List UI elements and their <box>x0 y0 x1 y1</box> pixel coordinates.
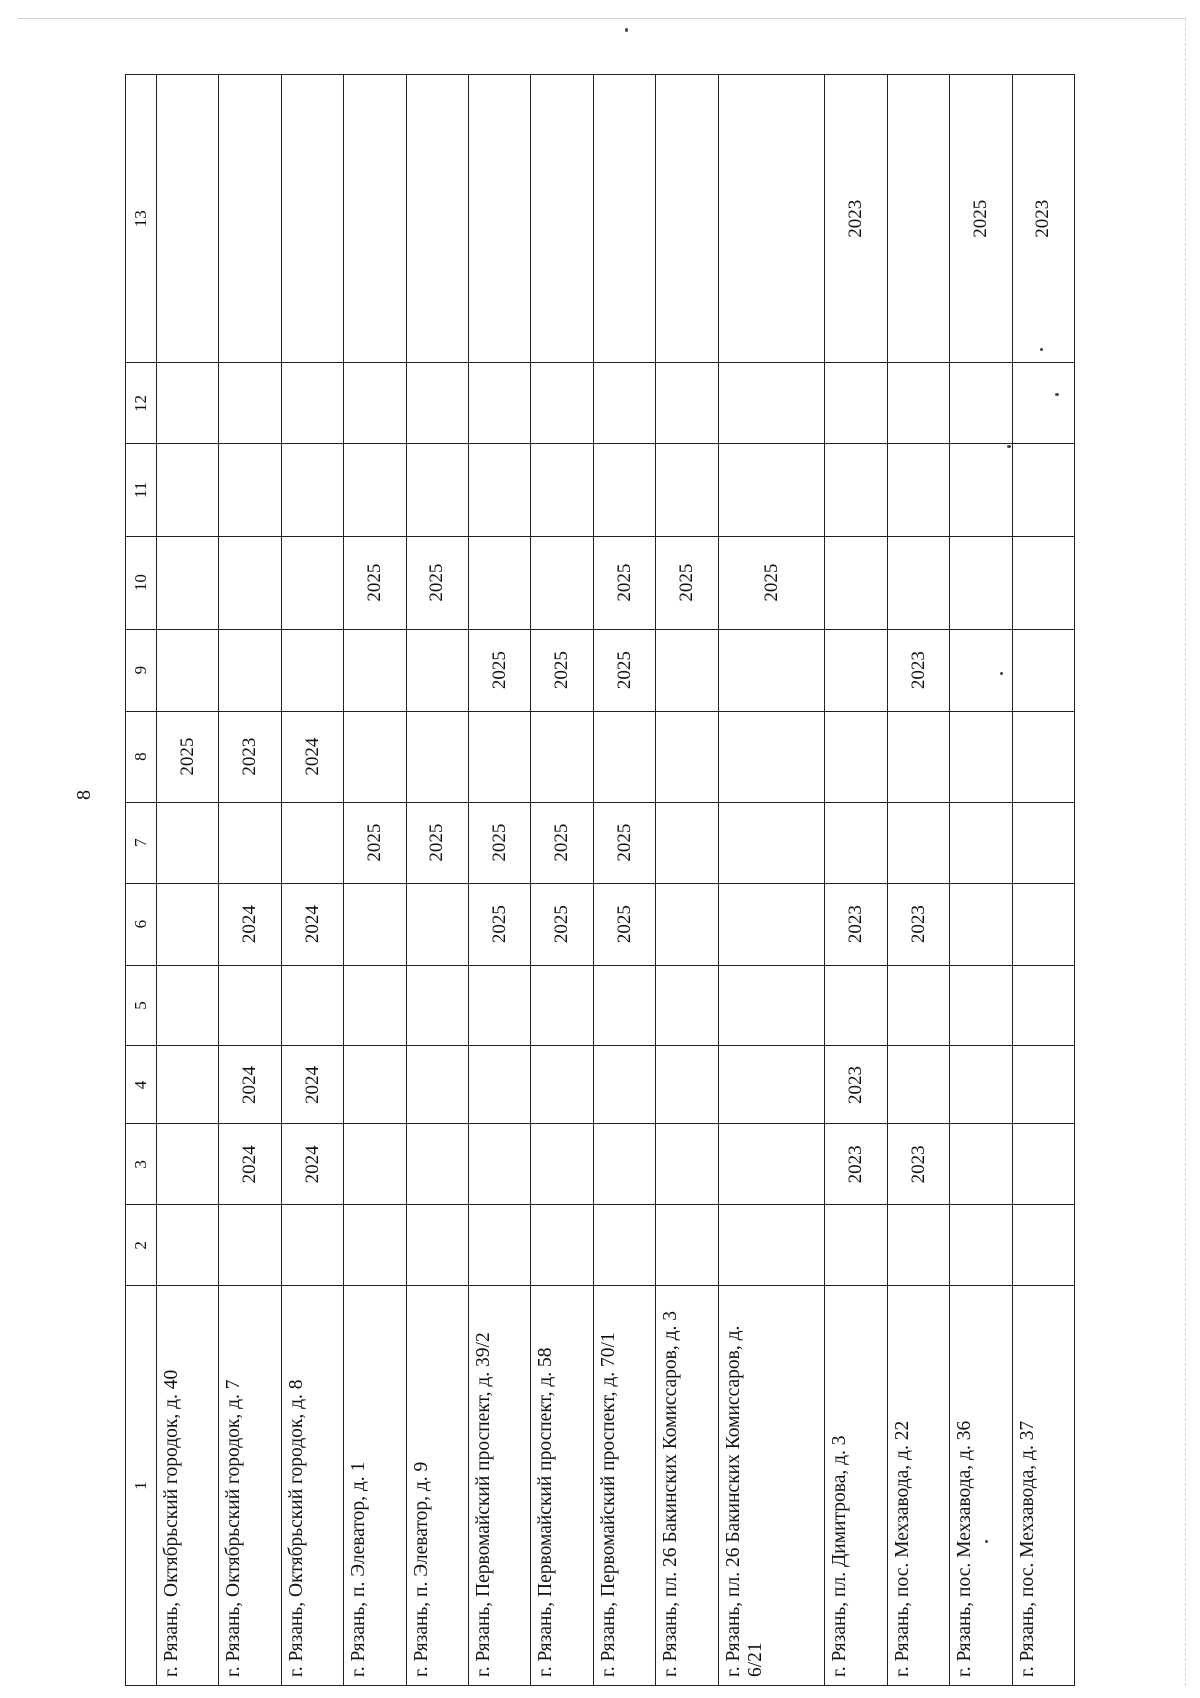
year-cell: 2023 <box>1012 75 1074 363</box>
year-cell <box>219 965 281 1046</box>
year-cell <box>406 75 468 363</box>
column-number-cell: 10 <box>126 536 157 629</box>
year-cell: 2024 <box>281 711 343 802</box>
year-cell: 2023 <box>887 1124 949 1205</box>
column-number-cell: 1 <box>126 1286 157 1686</box>
year-cell <box>718 1124 825 1205</box>
year-cell <box>468 1046 530 1124</box>
year-cell <box>219 75 281 363</box>
year-cell <box>656 802 718 883</box>
column-number-cell: 2 <box>126 1205 157 1286</box>
year-cell <box>718 444 825 536</box>
address-cell: г. Рязань, п. Элеватор, д. 1 <box>344 1286 406 1686</box>
table-row <box>887 75 949 1686</box>
year-cell <box>593 1205 655 1286</box>
year-cell: 2023 <box>825 75 887 363</box>
year-cell <box>718 363 825 444</box>
year-cell: 2025 <box>468 883 530 965</box>
year-cell <box>887 536 949 629</box>
year-cell: 2024 <box>281 883 343 965</box>
year-cell: 2025 <box>531 802 593 883</box>
year-cell <box>950 363 1012 444</box>
year-cell <box>406 883 468 965</box>
scan-speck <box>625 28 628 32</box>
year-cell: 2024 <box>219 1124 281 1205</box>
year-cell: 2025 <box>468 629 530 711</box>
year-cell <box>531 1124 593 1205</box>
column-number-cell: 13 <box>126 75 157 363</box>
year-cell <box>825 802 887 883</box>
address-cell: г. Рязань, пос. Мехзавода, д. 22 <box>887 1286 949 1686</box>
year-cell: 2025 <box>468 802 530 883</box>
year-cell <box>531 363 593 444</box>
year-cell <box>825 965 887 1046</box>
schedule-table-container <box>125 74 1075 1686</box>
year-cell <box>887 1046 949 1124</box>
year-cell <box>950 1205 1012 1286</box>
address-cell: г. Рязань, Первомайский проспект, д. 39/2 <box>468 1286 530 1686</box>
year-cell <box>406 711 468 802</box>
year-cell: 2025 <box>593 536 655 629</box>
year-cell <box>1012 363 1074 444</box>
year-cell <box>344 363 406 444</box>
year-cell <box>281 965 343 1046</box>
year-cell <box>157 802 219 883</box>
year-cell <box>1012 802 1074 883</box>
year-cell <box>157 629 219 711</box>
address-cell: г. Рязань, Октябрьский городок, д. 8 <box>281 1286 343 1686</box>
table-row <box>468 75 530 1686</box>
year-cell <box>406 1124 468 1205</box>
year-cell: 2025 <box>950 75 1012 363</box>
year-cell <box>219 802 281 883</box>
year-cell <box>157 1205 219 1286</box>
year-cell <box>344 1124 406 1205</box>
year-cell: 2025 <box>593 802 655 883</box>
column-number-cell: 6 <box>126 883 157 965</box>
year-cell <box>656 363 718 444</box>
year-cell <box>1012 629 1074 711</box>
year-cell: 2025 <box>593 629 655 711</box>
table-row <box>406 75 468 1686</box>
year-cell <box>887 965 949 1046</box>
table-row <box>656 75 718 1686</box>
year-cell <box>406 363 468 444</box>
year-cell <box>887 711 949 802</box>
year-cell <box>531 536 593 629</box>
table-row <box>718 75 825 1686</box>
year-cell: 2025 <box>344 802 406 883</box>
year-cell <box>950 965 1012 1046</box>
column-number-cell: 4 <box>126 1046 157 1124</box>
year-cell <box>468 444 530 536</box>
year-cell <box>531 444 593 536</box>
column-number-cell: 8 <box>126 711 157 802</box>
year-cell <box>825 536 887 629</box>
year-cell <box>344 629 406 711</box>
year-cell <box>718 1205 825 1286</box>
year-cell <box>825 363 887 444</box>
year-cell <box>718 75 825 363</box>
year-cell <box>219 1205 281 1286</box>
table-row <box>219 75 281 1686</box>
year-cell <box>656 883 718 965</box>
year-cell <box>718 883 825 965</box>
year-cell <box>531 965 593 1046</box>
year-cell <box>344 1205 406 1286</box>
year-cell <box>593 1124 655 1205</box>
year-cell <box>468 1205 530 1286</box>
column-number-cell: 12 <box>126 363 157 444</box>
year-cell <box>344 883 406 965</box>
address-cell: г. Рязань, пос. Мехзавода, д. 37 <box>1012 1286 1074 1686</box>
year-cell <box>468 711 530 802</box>
address-cell: г. Рязань, п. Элеватор, д. 9 <box>406 1286 468 1686</box>
year-cell <box>887 444 949 536</box>
year-cell <box>718 711 825 802</box>
year-cell <box>531 711 593 802</box>
address-cell: г. Рязань, пл. 26 Бакинских Комиссаров, д. 6/21 <box>718 1286 825 1686</box>
year-cell <box>219 363 281 444</box>
year-cell <box>281 802 343 883</box>
address-cell: г. Рязань, Октябрьский городок, д. 40 <box>157 1286 219 1686</box>
year-cell <box>344 965 406 1046</box>
year-cell <box>468 536 530 629</box>
year-cell <box>1012 536 1074 629</box>
year-cell: 2025 <box>406 802 468 883</box>
year-cell <box>531 1046 593 1124</box>
year-cell: 2025 <box>344 536 406 629</box>
year-cell <box>157 1124 219 1205</box>
year-cell: 2024 <box>219 1046 281 1124</box>
year-cell <box>656 444 718 536</box>
year-cell: 2024 <box>281 1046 343 1124</box>
year-cell <box>344 711 406 802</box>
year-cell <box>887 802 949 883</box>
year-cell: 2023 <box>887 883 949 965</box>
year-cell: 2025 <box>406 536 468 629</box>
year-cell <box>281 75 343 363</box>
year-cell <box>406 1205 468 1286</box>
year-cell <box>825 629 887 711</box>
year-cell: 2023 <box>825 1124 887 1205</box>
page-number: 8 <box>73 790 95 800</box>
year-cell <box>1012 965 1074 1046</box>
year-cell <box>950 1124 1012 1205</box>
year-cell <box>1012 1046 1074 1124</box>
year-cell <box>887 363 949 444</box>
year-cell <box>656 629 718 711</box>
year-cell <box>406 965 468 1046</box>
year-cell <box>157 75 219 363</box>
year-cell <box>887 1205 949 1286</box>
year-cell <box>219 536 281 629</box>
year-cell <box>1012 711 1074 802</box>
year-cell <box>1012 444 1074 536</box>
year-cell: 2025 <box>593 883 655 965</box>
year-cell <box>406 629 468 711</box>
year-cell <box>718 802 825 883</box>
year-cell <box>344 1046 406 1124</box>
year-cell <box>531 75 593 363</box>
year-cell <box>157 536 219 629</box>
address-cell: г. Рязань, пос. Мехзавода, д. 36 <box>950 1286 1012 1686</box>
year-cell <box>531 1205 593 1286</box>
table-row <box>593 75 655 1686</box>
year-cell <box>219 444 281 536</box>
year-cell <box>281 536 343 629</box>
address-cell: г. Рязань, пл. 26 Бакинских Комиссаров, д. 3 <box>656 1286 718 1686</box>
year-cell <box>468 1124 530 1205</box>
year-cell <box>656 1124 718 1205</box>
column-number-cell: 11 <box>126 444 157 536</box>
table-row <box>344 75 406 1686</box>
year-cell <box>950 1046 1012 1124</box>
year-cell <box>718 1046 825 1124</box>
scan-speck <box>1055 393 1059 396</box>
year-cell <box>656 75 718 363</box>
year-cell <box>1012 1124 1074 1205</box>
year-cell <box>593 1046 655 1124</box>
year-cell: 2025 <box>656 536 718 629</box>
year-cell <box>887 75 949 363</box>
year-cell: 2025 <box>531 883 593 965</box>
year-cell: 2025 <box>157 711 219 802</box>
year-cell: 2025 <box>718 536 825 629</box>
address-cell: г. Рязань, Первомайский проспект, д. 58 <box>531 1286 593 1686</box>
year-cell <box>950 444 1012 536</box>
year-cell <box>825 711 887 802</box>
table-row <box>950 75 1012 1686</box>
year-cell <box>344 444 406 536</box>
year-cell <box>656 1046 718 1124</box>
year-cell: 2024 <box>281 1124 343 1205</box>
scan-speck <box>1000 672 1003 675</box>
year-cell <box>950 802 1012 883</box>
year-cell: 2023 <box>887 629 949 711</box>
year-cell <box>950 536 1012 629</box>
year-cell <box>1012 1205 1074 1286</box>
year-cell <box>950 711 1012 802</box>
table-row <box>281 75 343 1686</box>
year-cell <box>593 711 655 802</box>
table-row <box>157 75 219 1686</box>
address-cell: г. Рязань, Первомайский проспект, д. 70/1 <box>593 1286 655 1686</box>
year-cell: 2025 <box>531 629 593 711</box>
schedule-table <box>125 74 1075 1686</box>
year-cell <box>718 965 825 1046</box>
year-cell <box>656 965 718 1046</box>
year-cell: 2023 <box>825 883 887 965</box>
year-cell <box>406 1046 468 1124</box>
year-cell <box>825 1205 887 1286</box>
year-cell <box>468 75 530 363</box>
year-cell <box>825 444 887 536</box>
year-cell <box>950 629 1012 711</box>
year-cell <box>157 444 219 536</box>
column-number-cell: 9 <box>126 629 157 711</box>
year-cell <box>593 444 655 536</box>
year-cell <box>593 965 655 1046</box>
address-cell: г. Рязань, пл. Димитрова, д. 3 <box>825 1286 887 1686</box>
year-cell <box>157 965 219 1046</box>
table-row <box>531 75 593 1686</box>
year-cell <box>718 629 825 711</box>
table-row <box>1012 75 1074 1686</box>
column-number-cell: 3 <box>126 1124 157 1205</box>
year-cell <box>1012 883 1074 965</box>
year-cell <box>157 883 219 965</box>
column-number-cell: 5 <box>126 965 157 1046</box>
year-cell <box>656 1205 718 1286</box>
year-cell <box>157 1046 219 1124</box>
table-row <box>825 75 887 1686</box>
year-cell <box>219 629 281 711</box>
year-cell <box>468 363 530 444</box>
scan-speck <box>1040 348 1043 351</box>
year-cell <box>281 363 343 444</box>
year-cell <box>344 75 406 363</box>
column-number-row <box>126 75 157 1686</box>
year-cell: 2024 <box>219 883 281 965</box>
scan-speck <box>985 1540 988 1543</box>
year-cell <box>281 629 343 711</box>
year-cell: 2023 <box>219 711 281 802</box>
year-cell <box>656 711 718 802</box>
year-cell <box>281 444 343 536</box>
year-cell: 2023 <box>825 1046 887 1124</box>
address-cell: г. Рязань, Октябрьский городок, д. 7 <box>219 1286 281 1686</box>
year-cell <box>593 75 655 363</box>
year-cell <box>950 883 1012 965</box>
year-cell <box>281 1205 343 1286</box>
scan-speck <box>1007 445 1011 448</box>
year-cell <box>157 363 219 444</box>
year-cell <box>406 444 468 536</box>
year-cell <box>468 965 530 1046</box>
column-number-cell: 7 <box>126 802 157 883</box>
year-cell <box>593 363 655 444</box>
